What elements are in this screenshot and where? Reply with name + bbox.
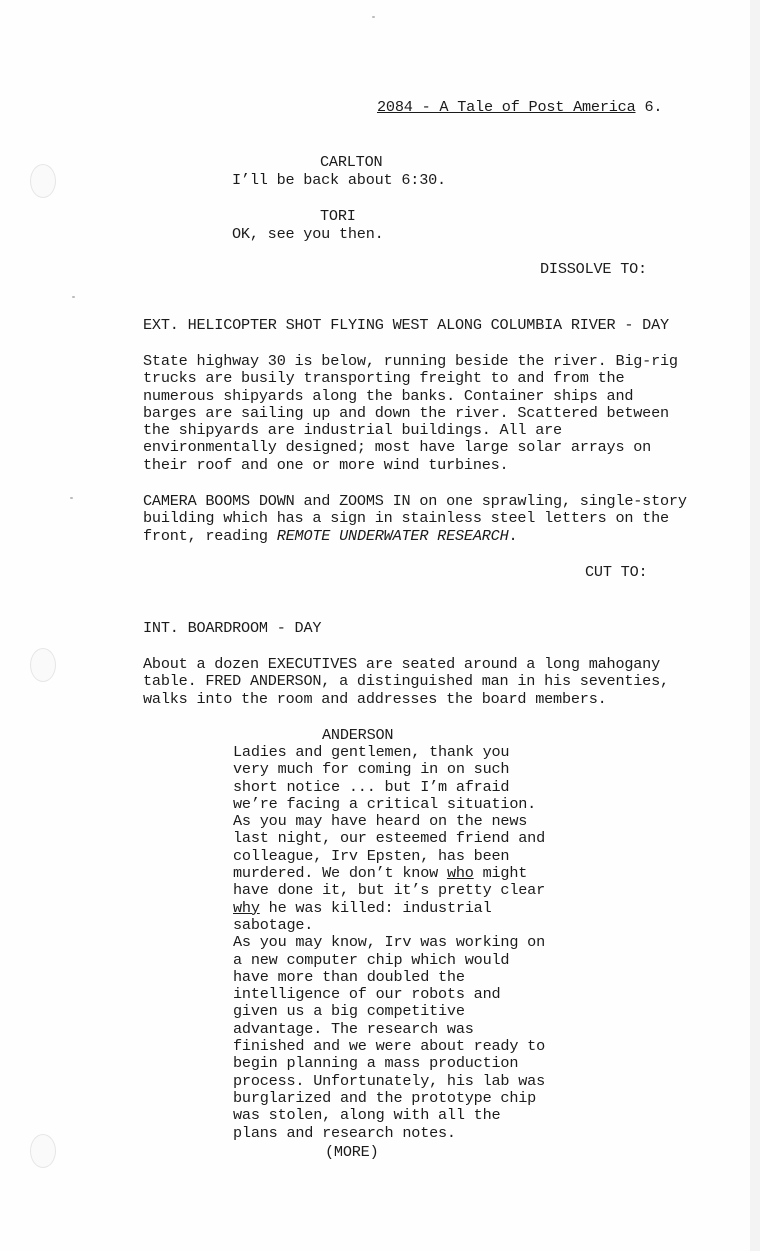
character-name: CARLTON: [320, 153, 383, 171]
dialogue-line: have done it, but it’s pretty clear: [233, 881, 545, 900]
dialogue-line: a new computer chip which would: [233, 950, 510, 969]
dialogue-line: I’ll be back about 6:30.: [232, 171, 446, 189]
action-text: front, reading: [143, 526, 277, 545]
transition: DISSOLVE TO:: [540, 260, 647, 278]
dialogue-line: sabotage.: [233, 915, 314, 934]
action-line: the shipyards are industrial buildings. All are: [143, 421, 562, 440]
more-marker: (MORE): [325, 1143, 379, 1161]
dialogue-line: short notice ... but I’m afraid: [233, 777, 510, 796]
dialogue-line: was stolen, along with all the: [233, 1106, 501, 1125]
action-paragraph: [143, 493, 687, 545]
action-text: .: [508, 526, 518, 545]
action-line: CAMERA BOOMS DOWN and ZOOMS IN on one sprawling, single-story: [143, 492, 687, 510]
dialogue-line: plans and research notes.: [233, 1123, 456, 1142]
character-name: ANDERSON: [322, 726, 394, 744]
dialogue-block: [233, 744, 545, 1142]
action-line: barges are sailing up and down the river. Scattered between: [143, 403, 669, 422]
dialogue-line: As you may have heard on the news: [233, 812, 528, 831]
page-edge: [750, 0, 760, 1251]
scene-heading: EXT. HELICOPTER SHOT FLYING WEST ALONG COLUMBIA RIVER - DAY: [143, 316, 669, 334]
transition: CUT TO:: [585, 563, 648, 581]
dialogue-line: given us a big competitive: [233, 1002, 465, 1021]
page-header: [377, 99, 662, 116]
punch-hole-middle: [30, 648, 56, 682]
dialogue-line: we’re facing a critical situation.: [233, 794, 537, 813]
action-line: [143, 528, 687, 545]
punch-hole-top: [30, 164, 56, 198]
dialogue-text: murdered. We don’t know: [233, 864, 447, 883]
dialogue-line: very much for coming in on such: [233, 760, 510, 779]
action-line: their roof and one or more wind turbines.: [143, 455, 509, 474]
dialogue-line: colleague, Irv Epsten, has been: [233, 846, 510, 865]
action-paragraph: [143, 353, 678, 474]
dialogue-line: Ladies and gentlemen, thank you: [233, 743, 510, 761]
paper-speck: [372, 16, 375, 18]
scene-heading: INT. BOARDROOM - DAY: [143, 619, 322, 637]
action-line: trucks are busily transporting freight to and from the: [143, 369, 625, 388]
emphasis-who: who: [446, 864, 474, 883]
action-line: About a dozen EXECUTIVES are seated around a long mahogany: [143, 655, 661, 673]
action-paragraph: [143, 656, 669, 708]
dialogue-line: advantage. The research was: [233, 1019, 474, 1038]
action-line: numerous shipyards along the banks. Container ships and: [143, 386, 634, 405]
paper-speck: [72, 296, 75, 298]
action-line: walks into the room and addresses the board members.: [143, 689, 607, 708]
action-line: building which has a sign in stainless steel letters on the: [143, 509, 669, 528]
action-line: State highway 30 is below, running beside the river. Big-rig: [143, 352, 678, 370]
dialogue-line: OK, see you then.: [232, 225, 384, 243]
punch-hole-bottom: [30, 1134, 56, 1168]
action-line: table. FRED ANDERSON, a distinguished man in his seventies,: [143, 672, 669, 691]
dialogue-line: burglarized and the prototype chip: [233, 1088, 537, 1107]
dialogue-line: [233, 900, 545, 917]
character-name: TORI: [320, 207, 356, 225]
paper-speck: [70, 497, 73, 499]
dialogue-text: he was killed: industrial: [259, 898, 492, 917]
dialogue-text: might: [473, 864, 528, 883]
script-title: 2084 - A Tale of Post America: [377, 98, 636, 116]
dialogue-line: begin planning a mass production: [233, 1054, 519, 1073]
dialogue-line: [233, 865, 545, 882]
emphasis-why: why: [233, 898, 260, 917]
dialogue-line: As you may know, Irv was working on: [233, 933, 545, 952]
action-line: environmentally designed; most have large solar arrays on: [143, 438, 652, 457]
dialogue-line: intelligence of our robots and: [233, 985, 501, 1004]
dialogue-line: process. Unfortunately, his lab was: [233, 1071, 545, 1090]
sign-text: REMOTE UNDERWATER RESEARCH: [276, 526, 509, 545]
dialogue-line: finished and we were about ready to: [233, 1037, 545, 1056]
page-number: 6.: [644, 98, 663, 116]
dialogue-line: last night, our esteemed friend and: [233, 829, 545, 848]
dialogue-line: have more than doubled the: [233, 967, 465, 986]
